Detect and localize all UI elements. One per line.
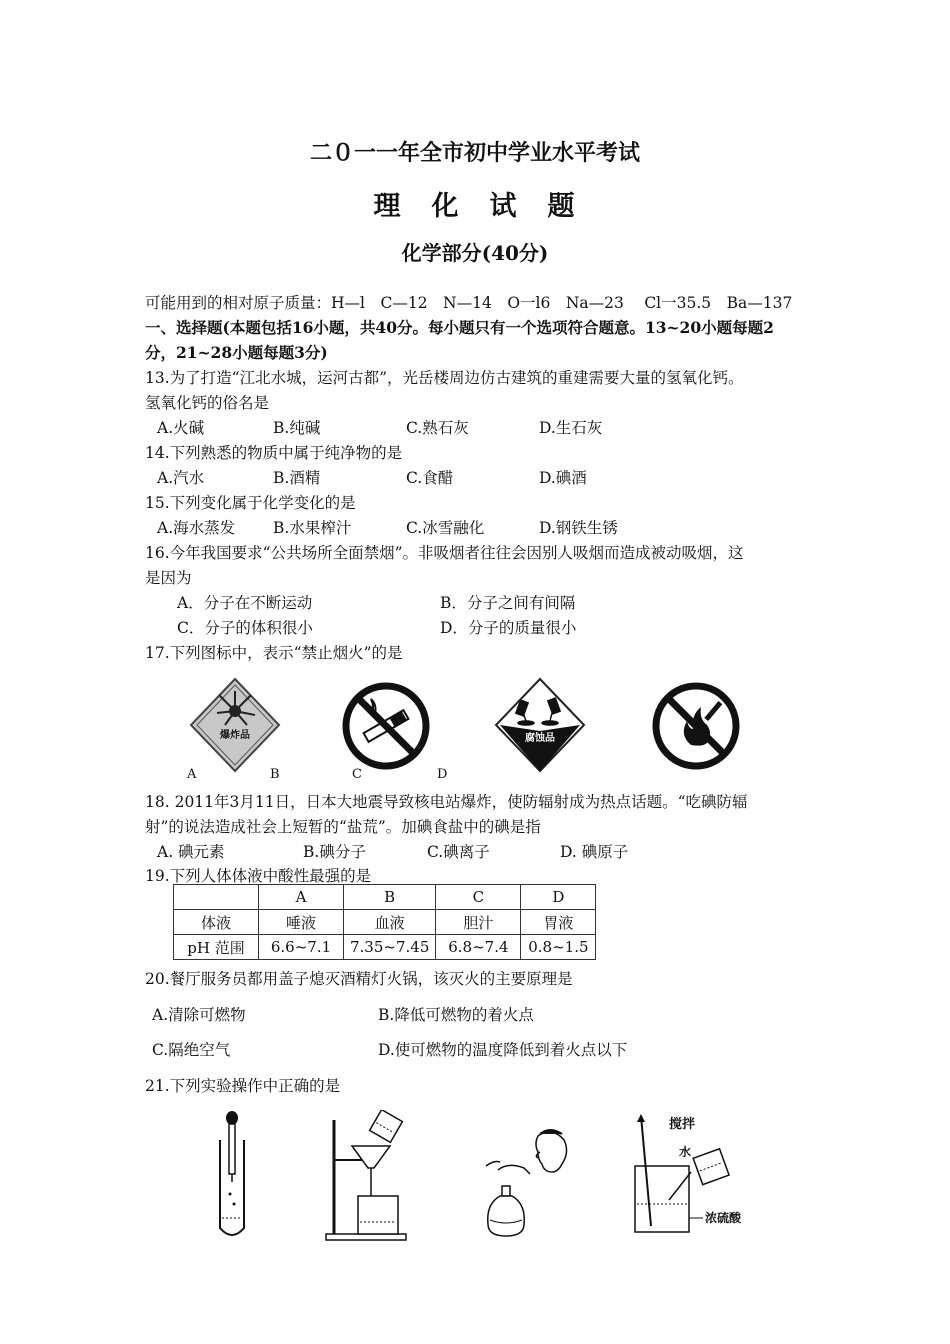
q17-label-b: B: [270, 767, 280, 782]
q15-option-d: D.钢铁生锈: [539, 519, 618, 537]
subject-title: 理 化 试 题: [373, 191, 577, 222]
acid-label: 浓硫酸: [705, 1211, 742, 1225]
diluting-acid-icon: [625, 1110, 750, 1242]
q15-option-b: B.水果榨汁: [273, 519, 352, 537]
table-cell: C: [436, 885, 521, 910]
smelling-gas-icon: [478, 1124, 578, 1242]
q15-option-c: C.冰雪融化: [406, 519, 485, 537]
q16-stem: 16.今年我国要求“公共场所全面禁烟”。非吸烟者往往会因别人吸烟而造成被动吸烟，这: [145, 544, 744, 562]
exam-title: 二０一一年全市初中学业水平考试: [309, 140, 640, 166]
table-row: [174, 910, 596, 935]
section1-instructions-cont: 分，21~28小题每题3分): [145, 343, 328, 362]
q14-stem: 14.下列熟悉的物质中属于纯净物的是: [145, 444, 403, 462]
table-cell: 胆汁: [436, 910, 521, 935]
table-cell: 7.35~7.45: [344, 935, 436, 960]
table-header-row: [174, 885, 596, 910]
q18-stem-cont: 射”的说法造成社会上短暂的“盐荒”。加碘食盐中的碘是指: [145, 818, 541, 836]
table-cell: 0.8~1.5: [521, 935, 596, 960]
q21-stem: 21.下列实验操作中正确的是: [145, 1077, 341, 1095]
table-cell: 胃液: [521, 910, 596, 935]
table-cell: 6.8~7.4: [436, 935, 521, 960]
q15-option-a: A.海水蒸发: [157, 519, 236, 537]
q19-stem: 19.下列人体体液中酸性最强的是: [145, 867, 372, 885]
q18-option-b: B.碘分子: [303, 843, 366, 861]
stir-label: 搅拌: [669, 1117, 696, 1132]
ph-table: [173, 884, 596, 960]
table-cell: pH 范围: [174, 935, 259, 960]
sign-a-text: 爆炸品: [220, 730, 250, 741]
table-row: [174, 935, 596, 960]
q16-option-c: C．分子的体积很小: [177, 619, 313, 637]
atomic-mass-line: 可能用到的相对原子质量：H—l C—12 N—14 O一l6 Na—23 Cl一35.5 Ba—137: [145, 294, 793, 312]
sign-c-text: 腐蚀品: [525, 733, 555, 744]
q20-option-d: D.使可燃物的温度降低到着火点以下: [378, 1041, 628, 1059]
table-cell: [174, 885, 259, 910]
q17-label-c: C: [352, 767, 362, 782]
table-cell: B: [344, 885, 436, 910]
table-cell: A: [259, 885, 344, 910]
section1-instructions: 一、选择题(本题包括16小题，共40分。每小题只有一个选项符合题意。13~20小题每题2: [145, 318, 774, 337]
q14-option-d: D.碘酒: [539, 469, 587, 487]
q16-stem-cont: 是因为: [145, 569, 192, 587]
no-fire-sign-icon: [651, 681, 741, 771]
q14-option-a: A.汽水: [157, 469, 205, 487]
table-cell: D: [521, 885, 596, 910]
q15-stem: 15.下列变化属于化学变化的是: [145, 494, 356, 512]
q17-label-d: D: [437, 767, 448, 782]
table-cell: 6.6~7.1: [259, 935, 344, 960]
q14-option-b: B.酒精: [273, 469, 321, 487]
no-smoking-sign-icon: [341, 681, 431, 771]
explosive-sign-icon: [189, 677, 281, 773]
q13-option-b: B.纯碱: [273, 419, 321, 437]
q18-option-d: D. 碘原子: [560, 843, 629, 861]
q20-option-b: B.降低可燃物的着火点: [378, 1006, 534, 1024]
q17-stem: 17.下列图标中，表示“禁止烟火”的是: [145, 644, 403, 662]
section-title: 化学部分(40分): [401, 241, 549, 265]
q18-option-a: A. 碘元素: [157, 843, 225, 861]
table-cell: 唾液: [259, 910, 344, 935]
q16-option-d: D．分子的质量很小: [440, 619, 577, 637]
q16-option-a: A．分子在不断运动: [177, 594, 313, 612]
q16-option-b: B．分子之间有间隔: [440, 594, 576, 612]
q17-label-a: A: [187, 767, 197, 782]
q20-option-a: A.清除可燃物: [152, 1006, 246, 1024]
table-cell: 体液: [174, 910, 259, 935]
water-label: 水: [679, 1145, 692, 1159]
q14-option-c: C.食醋: [406, 469, 454, 487]
q20-stem: 20.餐厅服务员都用盖子熄灭酒精灯火锅，该灭火的主要原理是: [145, 970, 573, 988]
corrosive-sign-icon: [494, 677, 586, 773]
q13-option-a: A.火碱: [157, 419, 205, 437]
q20-option-c: C.隔绝空气: [152, 1041, 231, 1059]
dropper-test-tube-icon: [212, 1110, 252, 1242]
q13-stem: 13.为了打造“江北水城，运河古都”，光岳楼周边仿古建筑的重建需要大量的氢氧化钙。: [145, 369, 744, 387]
q18-option-c: C.碘离子: [427, 843, 490, 861]
filtration-setup-icon: [324, 1110, 414, 1242]
q13-stem-cont: 氢氧化钙的俗名是: [145, 394, 270, 412]
q18-stem: 18. 2011年3月11日，日本大地震导致核电站爆炸，使防辐射成为热点话题。“吃碘防辐: [145, 793, 748, 811]
table-cell: 血液: [344, 910, 436, 935]
q13-option-c: C.熟石灰: [406, 419, 469, 437]
q13-option-d: D.生石灰: [539, 419, 603, 437]
